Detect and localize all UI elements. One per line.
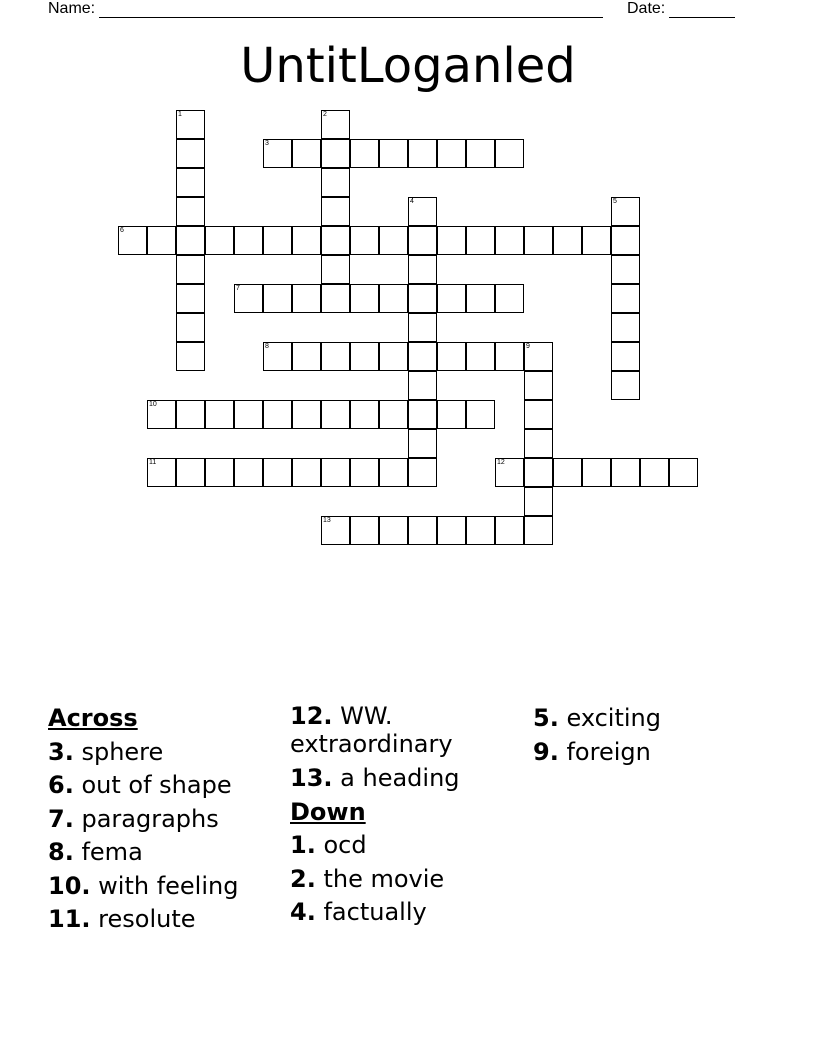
crossword-cell[interactable] (582, 226, 611, 255)
crossword-cell[interactable] (205, 458, 234, 487)
crossword-cell[interactable] (234, 458, 263, 487)
crossword-cell[interactable] (118, 226, 147, 255)
crossword-cell[interactable] (379, 226, 408, 255)
crossword-cell[interactable] (176, 284, 205, 313)
crossword-cell[interactable] (350, 342, 379, 371)
crossword-cell[interactable] (495, 139, 524, 168)
clue-down-4: 4. factually (290, 898, 427, 926)
crossword-cell[interactable] (147, 226, 176, 255)
crossword-cell[interactable] (466, 516, 495, 545)
clue-number: 5 (613, 198, 617, 205)
clue-across-12: 12. WW. extraordinary (290, 702, 453, 758)
crossword-cell[interactable] (321, 284, 350, 313)
clue-down-9: 9. foreign (533, 737, 651, 766)
crossword-cell[interactable] (234, 400, 263, 429)
crossword-cell[interactable] (321, 458, 350, 487)
crossword-cell[interactable] (524, 371, 553, 400)
crossword-cell[interactable] (321, 255, 350, 284)
crossword-cell[interactable] (176, 458, 205, 487)
crossword-cell[interactable] (408, 458, 437, 487)
crossword-cell[interactable] (176, 226, 205, 255)
crossword-cell[interactable] (321, 197, 350, 226)
crossword-cell[interactable] (553, 458, 582, 487)
clue-number: 12 (497, 459, 505, 466)
crossword-cell[interactable] (437, 400, 466, 429)
crossword-cell[interactable] (495, 226, 524, 255)
crossword-cell[interactable] (176, 139, 205, 168)
crossword-cell[interactable] (408, 313, 437, 342)
crossword-cell[interactable] (292, 139, 321, 168)
crossword-cell[interactable] (611, 284, 640, 313)
crossword-cell[interactable] (437, 284, 466, 313)
clue-down-5: 5. exciting (533, 704, 661, 732)
crossword-cell[interactable] (408, 342, 437, 371)
crossword-cell[interactable] (263, 342, 292, 371)
crossword-cell[interactable] (640, 458, 669, 487)
clue-down-2: 2. the movie (290, 864, 445, 893)
crossword-cell[interactable] (611, 197, 640, 226)
crossword-cell[interactable] (524, 487, 553, 516)
crossword-cell[interactable] (524, 342, 553, 371)
crossword-cell[interactable] (495, 342, 524, 371)
clue-across-7: 7. paragraphs (48, 804, 219, 833)
crossword-cell[interactable] (321, 139, 350, 168)
crossword-cell[interactable] (582, 458, 611, 487)
crossword-cell[interactable] (408, 429, 437, 458)
crossword-cell[interactable] (263, 400, 292, 429)
clue-number: 13 (323, 517, 331, 524)
crossword-cell[interactable] (611, 313, 640, 342)
crossword-cell[interactable] (292, 458, 321, 487)
crossword-cell[interactable] (379, 458, 408, 487)
clue-across-11: 11. resolute (48, 905, 196, 933)
clue-column-1 (48, 702, 284, 937)
crossword-cell[interactable] (611, 255, 640, 284)
crossword-cell[interactable] (234, 284, 263, 313)
clue-column-2 (290, 702, 526, 930)
crossword-cell[interactable] (524, 226, 553, 255)
crossword-cell[interactable] (466, 284, 495, 313)
date-label: Date: (627, 0, 666, 17)
crossword-cell[interactable] (176, 342, 205, 371)
crossword-cell[interactable] (379, 139, 408, 168)
crossword-cell[interactable] (292, 226, 321, 255)
crossword-cell[interactable] (524, 458, 553, 487)
crossword-cell[interactable] (292, 400, 321, 429)
crossword-cell[interactable] (292, 342, 321, 371)
clue-number: 4 (410, 198, 414, 205)
crossword-cell[interactable] (611, 226, 640, 255)
crossword-cell[interactable] (408, 516, 437, 545)
clue-number: 6 (120, 227, 124, 234)
crossword-cell[interactable] (350, 226, 379, 255)
crossword-cell[interactable] (379, 342, 408, 371)
clue-across-13: 13. a heading (290, 764, 460, 792)
crossword-cell[interactable] (176, 313, 205, 342)
crossword-cell[interactable] (321, 400, 350, 429)
crossword-cell[interactable] (437, 516, 466, 545)
crossword-cell[interactable] (234, 226, 263, 255)
clue-across-10: 10. with feeling (48, 871, 239, 900)
crossword-cell[interactable] (321, 342, 350, 371)
crossword-cell[interactable] (408, 400, 437, 429)
clue-across-6: 6. out of shape (48, 771, 232, 799)
name-label: Name: (48, 0, 96, 17)
clue-column-3 (533, 702, 769, 769)
clue-number: 1 (178, 111, 182, 118)
crossword-cell[interactable] (466, 400, 495, 429)
crossword-cell[interactable] (611, 342, 640, 371)
crossword-cell[interactable] (611, 458, 640, 487)
across-heading: Across (48, 704, 138, 732)
crossword-cell[interactable] (466, 226, 495, 255)
crossword-cell[interactable] (408, 139, 437, 168)
crossword-cell[interactable] (495, 516, 524, 545)
crossword-cell[interactable] (205, 226, 234, 255)
clue-across-8: 8. fema (48, 838, 143, 866)
crossword-cell[interactable] (466, 342, 495, 371)
crossword-cell[interactable] (321, 226, 350, 255)
crossword-cell[interactable] (350, 284, 379, 313)
crossword-cell[interactable] (350, 516, 379, 545)
crossword-cell[interactable] (437, 226, 466, 255)
crossword-cell[interactable] (147, 400, 176, 429)
crossword-cell[interactable] (408, 284, 437, 313)
crossword-cell[interactable] (321, 110, 350, 139)
crossword-cell[interactable] (466, 139, 495, 168)
clue-number: 11 (149, 459, 157, 466)
clue-number: 2 (323, 111, 327, 118)
clue-number: 8 (265, 343, 269, 350)
clue-number: 10 (149, 401, 157, 408)
crossword-cell[interactable] (379, 284, 408, 313)
crossword-cell[interactable] (321, 516, 350, 545)
crossword-cell[interactable] (263, 139, 292, 168)
crossword-cell[interactable] (176, 255, 205, 284)
crossword-cell[interactable] (524, 429, 553, 458)
crossword-cell[interactable] (524, 400, 553, 429)
down-heading: Down (290, 797, 366, 826)
crossword-cell[interactable] (437, 139, 466, 168)
crossword-cell[interactable] (524, 516, 553, 545)
clue-number: 7 (236, 285, 240, 292)
crossword-cell[interactable] (263, 226, 292, 255)
clue-number: 9 (526, 343, 530, 350)
crossword-cell[interactable] (669, 458, 698, 487)
crossword-cell[interactable] (176, 168, 205, 197)
crossword-cell[interactable] (495, 284, 524, 313)
crossword-cell[interactable] (263, 284, 292, 313)
crossword-cell[interactable] (408, 226, 437, 255)
crossword-cell[interactable] (408, 255, 437, 284)
crossword-cell[interactable] (321, 168, 350, 197)
crossword-cell[interactable] (263, 458, 292, 487)
crossword-cell[interactable] (292, 284, 321, 313)
page-title: UntitLoganled (240, 38, 576, 94)
crossword-cell[interactable] (176, 110, 205, 139)
crossword-cell[interactable] (495, 458, 524, 487)
crossword-cell[interactable] (176, 400, 205, 429)
crossword-cell[interactable] (350, 400, 379, 429)
crossword-cell[interactable] (408, 371, 437, 400)
crossword-cell[interactable] (176, 197, 205, 226)
crossword-cell[interactable] (379, 516, 408, 545)
crossword-cell[interactable] (147, 458, 176, 487)
crossword-cell[interactable] (350, 139, 379, 168)
crossword-cell[interactable] (611, 371, 640, 400)
crossword-cell[interactable] (437, 342, 466, 371)
crossword-cell[interactable] (379, 400, 408, 429)
crossword-cell[interactable] (408, 197, 437, 226)
clue-number: 3 (265, 140, 269, 147)
crossword-cell[interactable] (553, 226, 582, 255)
clue-across-3: 3. sphere (48, 737, 164, 766)
crossword-cell[interactable] (350, 458, 379, 487)
clue-down-1: 1. ocd (290, 831, 367, 859)
crossword-cell[interactable] (205, 400, 234, 429)
